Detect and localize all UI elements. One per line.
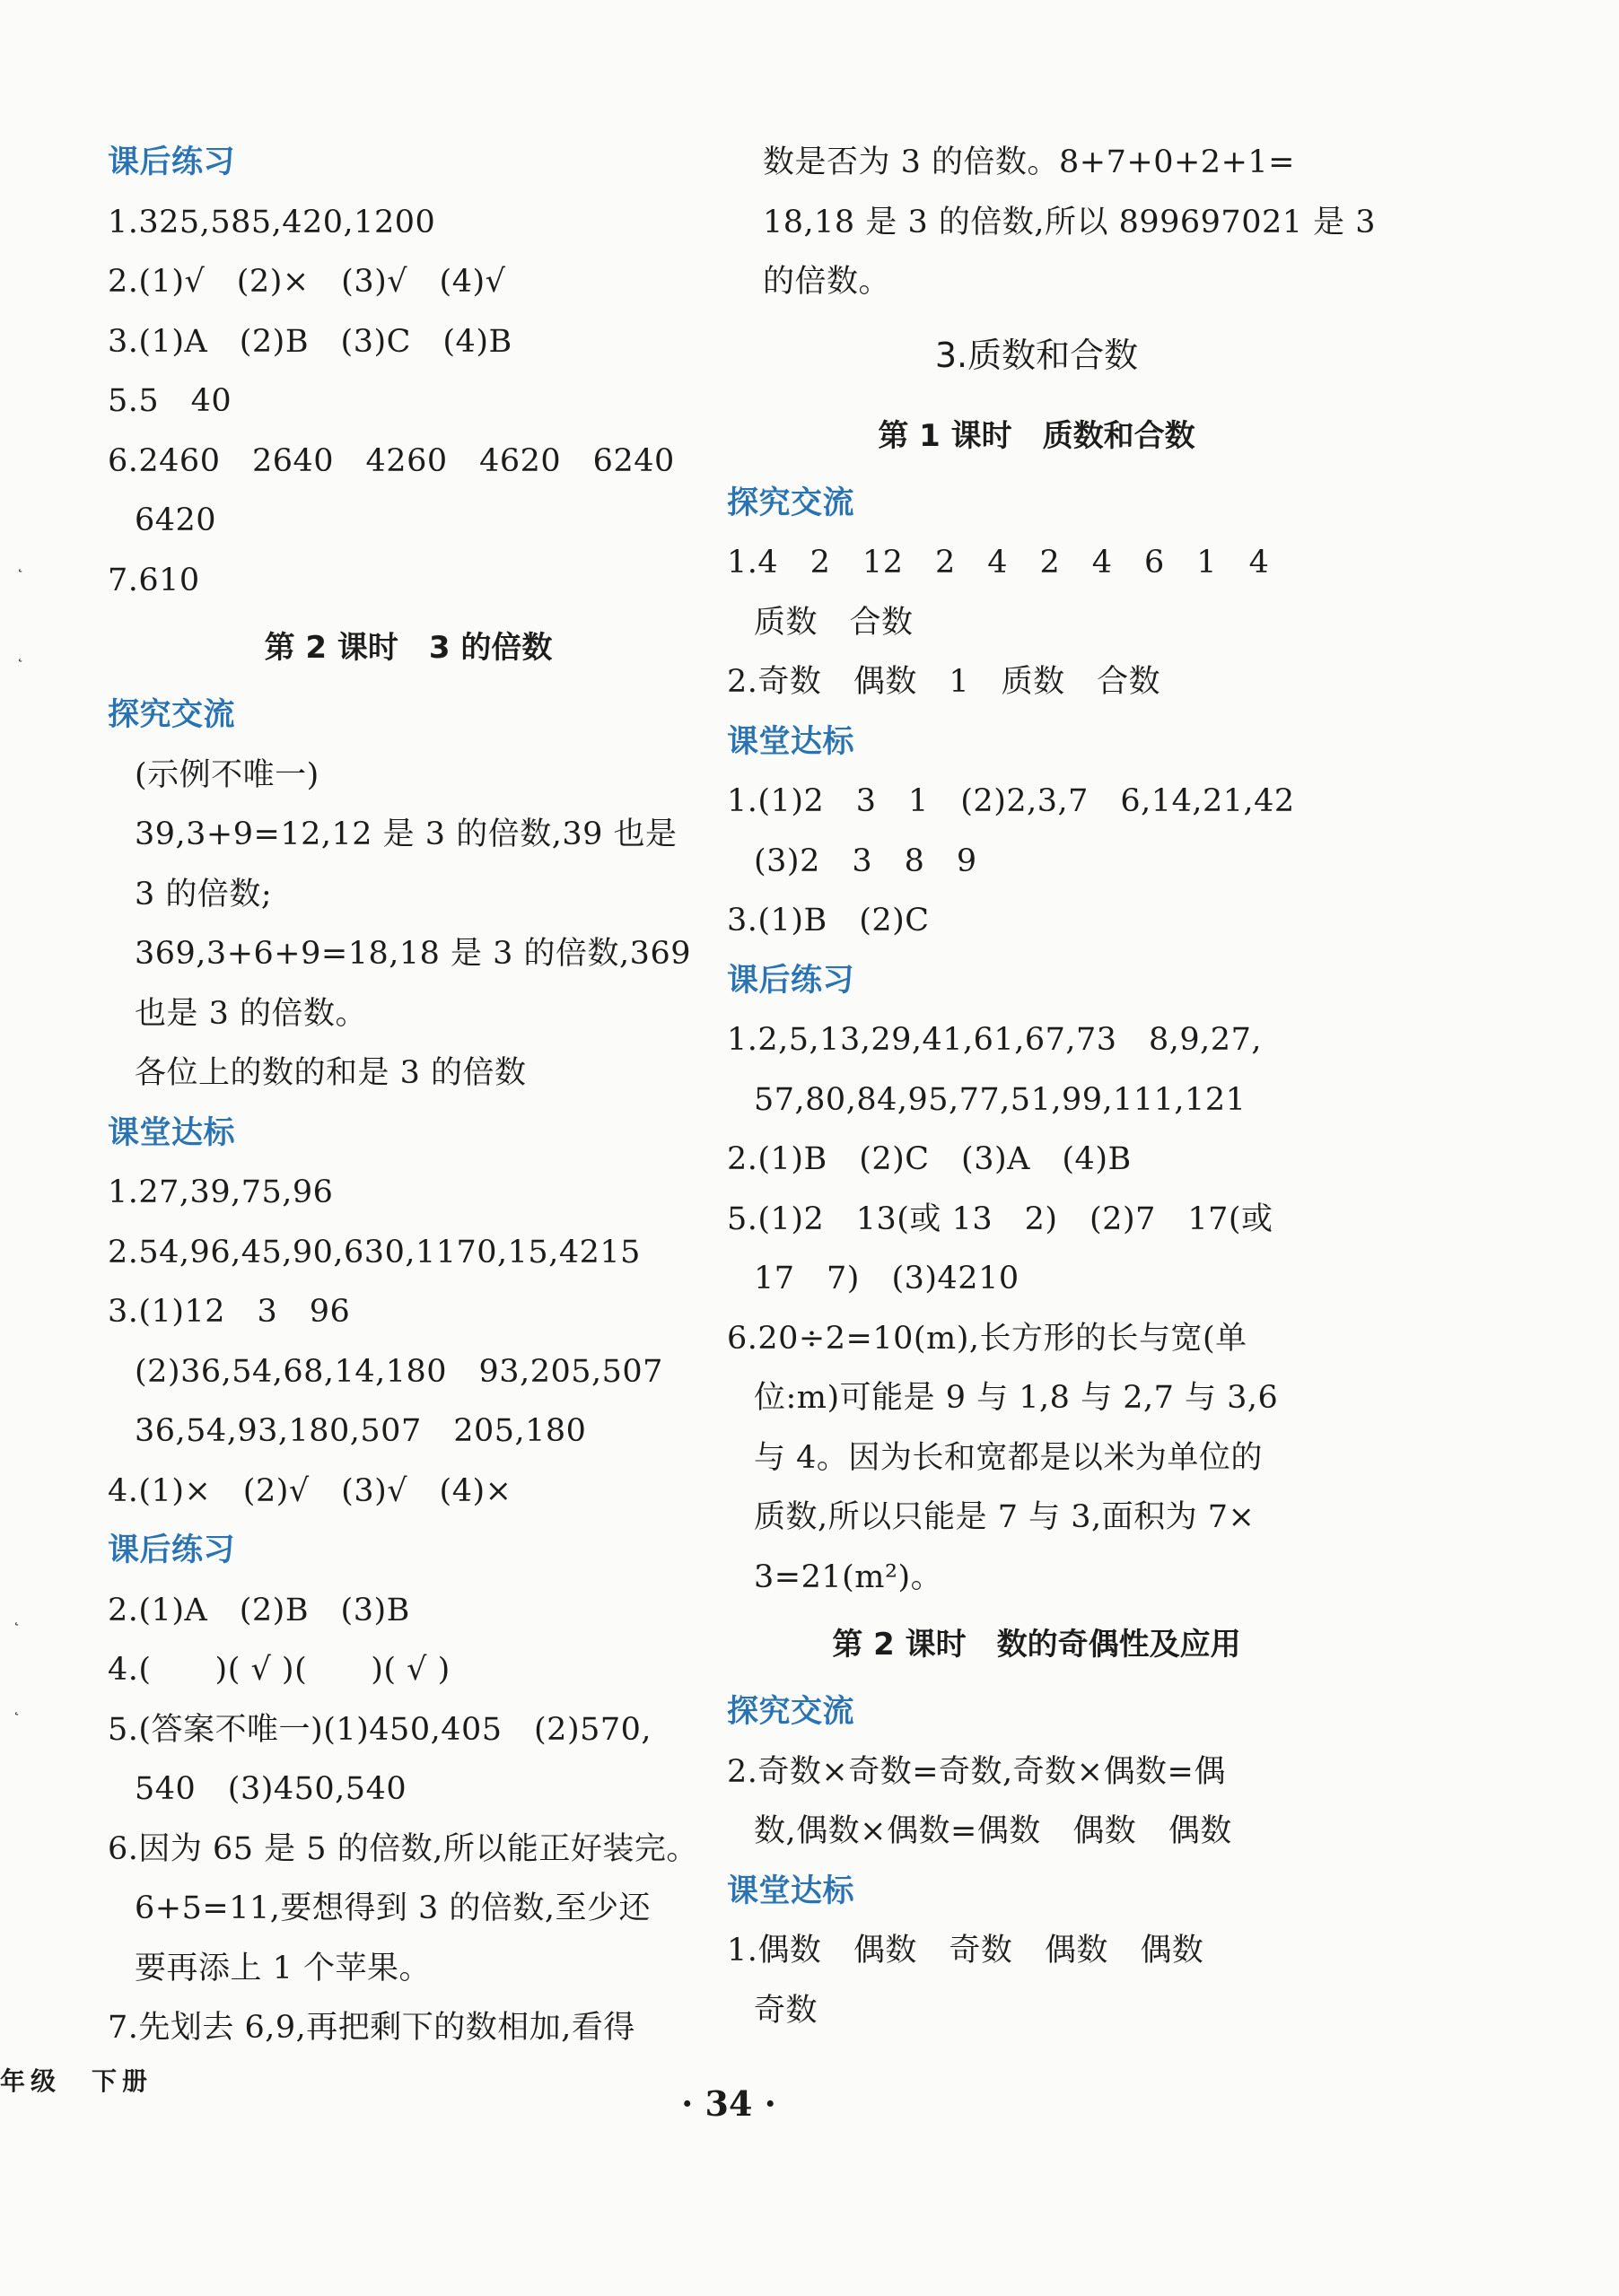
answer-line: 1.偶数 偶数 奇数 偶数 偶数	[727, 1933, 1204, 1969]
answer-line: (3)2 3 8 9	[754, 842, 977, 879]
answer-line: 6.20÷2=10(m),长方形的长与宽(单	[727, 1320, 1247, 1357]
right-column	[727, 133, 1377, 2040]
answer-line: 369,3+6+9=18,18 是 3 的倍数,369	[135, 936, 691, 972]
answer-line: 2.(1)A (2)B (3)B	[108, 1592, 410, 1628]
answer-line: 6.2460 2640 4260 4620 6240	[108, 442, 675, 479]
section-title-classroom: 课堂达标	[727, 1873, 855, 1909]
binding-mark: ˛	[13, 1608, 21, 1627]
answer-line: 3.(1)A (2)B (3)C (4)B	[108, 323, 512, 360]
answer-line: 的倍数。	[763, 264, 891, 300]
answer-line: 36,54,93,180,507 205,180	[135, 1413, 587, 1449]
answer-line: 2.奇数×奇数=奇数,奇数×偶数=偶	[727, 1753, 1226, 1790]
answer-line: 质数,所以只能是 7 与 3,面积为 7×	[754, 1499, 1256, 1535]
lesson-heading: 第 1 课时 质数和合数	[878, 417, 1195, 454]
grade-volume-label: 年级 下册	[0, 2066, 153, 2096]
binding-mark: ˛	[13, 1698, 21, 1716]
binding-mark: ˛	[16, 554, 24, 573]
answer-line: 要再添上 1 个苹果。	[135, 1950, 432, 1986]
answer-line: 57,80,84,95,77,51,99,111,121	[754, 1081, 1247, 1118]
answer-line: 6420	[135, 502, 217, 538]
section-title-classroom: 课堂达标	[108, 1114, 236, 1151]
answer-line: 质数 合数	[754, 604, 914, 641]
answer-line: 6.因为 65 是 5 的倍数,所以能正好装完。	[108, 1830, 698, 1867]
answer-line: 4.( )( √ )( )( √ )	[108, 1652, 451, 1688]
section-title-explore: 探究交流	[727, 485, 855, 521]
unit-title: 3.质数和合数	[934, 335, 1139, 375]
answer-line: 也是 3 的倍数。	[135, 995, 368, 1032]
answer-line: 3=21(m²)。	[754, 1558, 943, 1595]
answer-line: 奇数	[754, 1992, 818, 2029]
answer-line: 数是否为 3 的倍数。8+7+0+2+1=	[763, 144, 1295, 180]
section-title-after-class-practice: 课后练习	[727, 962, 855, 999]
answer-line: 各位上的数的和是 3 的倍数	[135, 1055, 527, 1091]
answer-line: 3.(1)B (2)C	[727, 903, 930, 938]
answer-line: 5.(1)2 13(或 13 2) (2)7 17(或	[727, 1200, 1273, 1237]
answer-line: 7.610	[108, 562, 200, 598]
answer-line: 6+5=11,要想得到 3 的倍数,至少还	[135, 1890, 651, 1926]
lesson-heading: 第 2 课时 数的奇偶性及应用	[832, 1627, 1241, 1663]
lesson-heading: 第 2 课时 3 的倍数	[264, 630, 553, 666]
answer-line: 1.4 2 12 2 4 2 4 6 1 4	[727, 545, 1270, 581]
section-title-after-class-practice: 课后练习	[108, 1532, 236, 1568]
answer-line: 3 的倍数;	[135, 876, 273, 912]
answer-line: (2)36,54,68,14,180 93,205,507	[135, 1353, 663, 1390]
answer-line: 2.奇数 偶数 1 质数 合数	[727, 664, 1161, 700]
answer-line: 540 (3)450,540	[135, 1771, 407, 1807]
section-title-explore: 探究交流	[108, 697, 236, 733]
answer-line: 1.325,585,420,1200	[108, 204, 436, 240]
answer-line: 39,3+9=12,12 是 3 的倍数,39 也是	[135, 816, 678, 852]
answer-line: (示例不唯一)	[135, 756, 319, 793]
answer-line: 2.(1)√ (2)× (3)√ (4)√	[108, 264, 506, 300]
answer-line: 1.27,39,75,96	[108, 1174, 334, 1210]
section-title-explore: 探究交流	[727, 1694, 855, 1730]
answer-line: 1.(1)2 3 1 (2)2,3,7 6,14,21,42	[727, 783, 1295, 819]
answer-line: 数,偶数×偶数=偶数 偶数 偶数	[754, 1813, 1232, 1849]
page-number: · 34 ·	[681, 2083, 776, 2124]
answer-line: 2.54,96,45,90,630,1170,15,4215	[108, 1234, 641, 1270]
left-column	[108, 133, 709, 2058]
answer-line: 5.5 40	[108, 383, 232, 419]
answer-line: 5.(答案不唯一)(1)450,405 (2)570,	[108, 1711, 652, 1748]
answer-line: 位:m)可能是 9 与 1,8 与 2,7 与 3,6	[754, 1380, 1279, 1416]
answer-line: 4.(1)× (2)√ (3)√ (4)×	[108, 1472, 512, 1509]
binding-mark: ˛	[16, 644, 24, 663]
answer-line: 与 4。因为长和宽都是以米为单位的	[754, 1439, 1263, 1476]
section-title-classroom: 课堂达标	[727, 723, 855, 760]
answer-line: 17 7) (3)4210	[754, 1261, 1020, 1296]
answer-line: 1.2,5,13,29,41,61,67,73 8,9,27,	[727, 1022, 1262, 1058]
answer-line: 18,18 是 3 的倍数,所以 899697021 是 3	[763, 204, 1377, 240]
answer-line: 3.(1)12 3 96	[108, 1294, 351, 1330]
answer-line: 2.(1)B (2)C (3)A (4)B	[727, 1141, 1132, 1177]
answer-line: 7.先划去 6,9,再把剩下的数相加,看得	[108, 2010, 635, 2046]
section-title-after-class-practice: 课后练习	[108, 144, 236, 180]
